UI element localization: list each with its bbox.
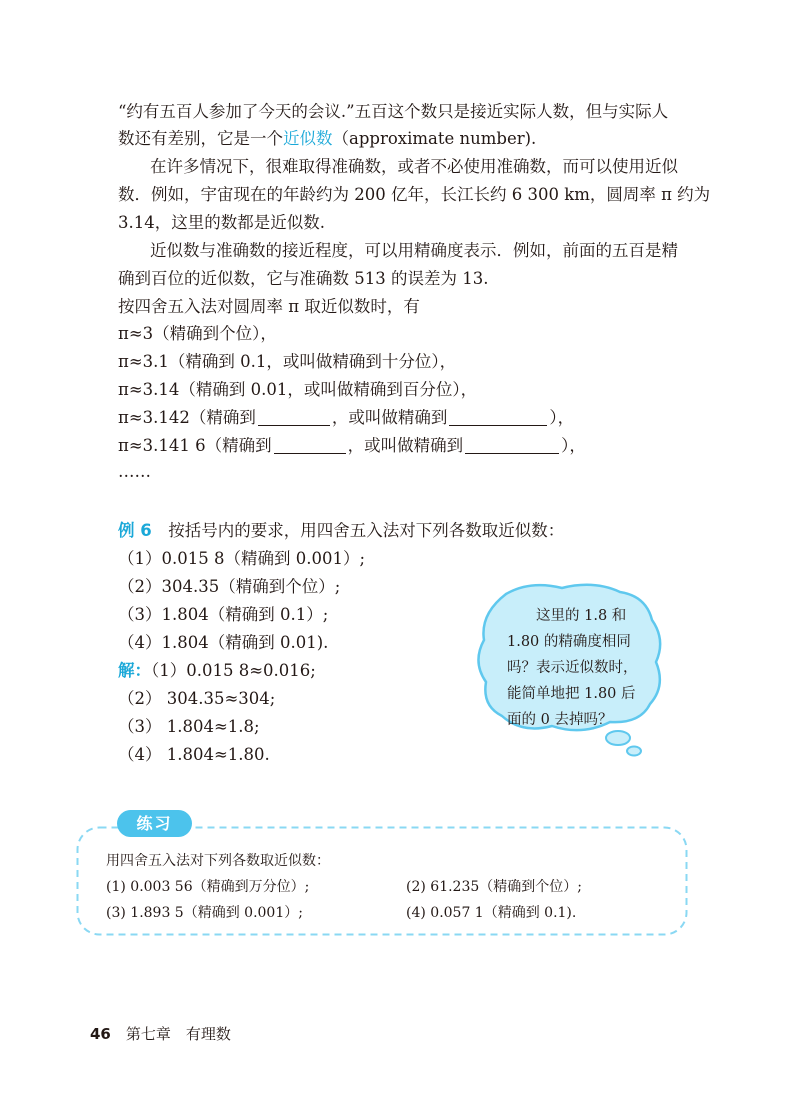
cloud-bubble-1 bbox=[606, 731, 630, 745]
exercise-item-3: (3) 1.893 5（精确到 0.001）; bbox=[106, 905, 303, 921]
para3-line-2: 确到百位的近似数，它与准确数 513 的误差为 13. bbox=[118, 269, 489, 288]
page-number: 46 bbox=[90, 1025, 111, 1043]
para3-line-1: 近似数与准确数的接近程度，可以用精确度表示．例如，前面的五百是精 bbox=[150, 241, 678, 260]
solution-line-4: （4） 1.804≈1.80. bbox=[118, 745, 270, 764]
para2-line-2: 数．例如，宇宙现在的年龄约为 200 亿年，长江长约 6 300 km，圆周率 π 约为 bbox=[118, 185, 711, 204]
pi-line-5-pre: π≈3.141 6（精确到 bbox=[118, 436, 272, 455]
solution-label: 解： bbox=[118, 661, 151, 680]
para4-line-1: 按四舍五入法对圆周率 π 取近似数时，有 bbox=[118, 297, 420, 316]
intro-line-1: “约有五百人参加了今天的会议.”五百这个数只是接近实际人数，但与实际人 bbox=[118, 102, 669, 121]
exercise-item-2: (2) 61.235（精确到个位）; bbox=[406, 879, 582, 895]
cloud-line-1: 这里的 1.8 和 bbox=[536, 608, 627, 624]
pi-line-3: π≈3.14（精确到 0.01，或叫做精确到百分位）， bbox=[118, 380, 478, 399]
intro-line-2 bbox=[118, 128, 536, 150]
blank-place-2 bbox=[465, 437, 559, 454]
pi-line-2: π≈3.1（精确到 0.1，或叫做精确到十分位）， bbox=[118, 352, 457, 371]
intro-line-2-pre: 数还有差别，它是一个 bbox=[118, 129, 283, 148]
pi-line-5-post: ）， bbox=[561, 436, 586, 455]
para2-line-3: 3.14，这里的数都是近似数. bbox=[118, 213, 325, 232]
exercise-item-1: (1) 0.003 56（精确到万分位）; bbox=[106, 879, 310, 895]
solution-1-text: （1）0.015 8≈0.016; bbox=[151, 661, 316, 680]
blank-precision-2 bbox=[274, 437, 346, 454]
solution-line-1 bbox=[118, 660, 316, 682]
example-item-4: （4）1.804（精确到 0.01). bbox=[118, 633, 329, 652]
chapter-title: 第七章 有理数 bbox=[125, 1025, 231, 1043]
blank-place-1 bbox=[449, 409, 547, 426]
pi-line-1: π≈3（精确到个位）， bbox=[118, 324, 277, 343]
term-approximate-number: 近似数 bbox=[283, 129, 333, 148]
example-item-2: （2）304.35（精确到个位）; bbox=[118, 577, 341, 596]
exercise-item-4: (4) 0.057 1（精确到 0.1). bbox=[406, 905, 577, 921]
cloud-line-2: 1.80 的精确度相同 bbox=[507, 634, 631, 650]
pi-ellipsis: …… bbox=[118, 462, 151, 481]
intro-line-2-post: （approximate number). bbox=[332, 129, 537, 148]
example-item-3: （3）1.804（精确到 0.1）; bbox=[118, 605, 329, 624]
exercise-prompt: 用四舍五入法对下列各数取近似数： bbox=[106, 853, 330, 869]
cloud-line-4: 能简单地把 1.80 后 bbox=[507, 686, 636, 702]
pi-line-4-post: ）， bbox=[549, 408, 575, 427]
pi-line-5-mid: ，或叫做精确到 bbox=[347, 436, 464, 455]
para2-line-1: 在许多情况下，很难取得准确数，或者不必使用准确数，而可以使用近似 bbox=[150, 157, 678, 176]
pi-line-5 bbox=[118, 435, 586, 457]
cloud-line-5: 面的 0 去掉吗？ bbox=[507, 712, 613, 728]
cloud-bubble-2 bbox=[627, 747, 641, 756]
exercise-tab: 练习 bbox=[117, 810, 192, 837]
example-6-header bbox=[118, 520, 564, 542]
pi-line-4-pre: π≈3.142（精确到 bbox=[118, 408, 256, 427]
pi-line-4 bbox=[118, 407, 574, 429]
solution-line-2: （2） 304.35≈304; bbox=[118, 689, 276, 708]
blank-precision-1 bbox=[258, 409, 330, 426]
example-label: 例 6 bbox=[118, 521, 152, 540]
pi-line-4-mid: ，或叫做精确到 bbox=[331, 408, 448, 427]
example-item-1: （1）0.015 8（精确到 0.001）; bbox=[118, 549, 366, 568]
solution-line-3: （3） 1.804≈1.8; bbox=[118, 717, 260, 736]
example-prompt: 按括号内的要求，用四舍五入法对下列各数取近似数： bbox=[168, 521, 565, 540]
page-footer bbox=[90, 1024, 231, 1044]
cloud-line-3: 吗？表示近似数时， bbox=[507, 660, 638, 676]
